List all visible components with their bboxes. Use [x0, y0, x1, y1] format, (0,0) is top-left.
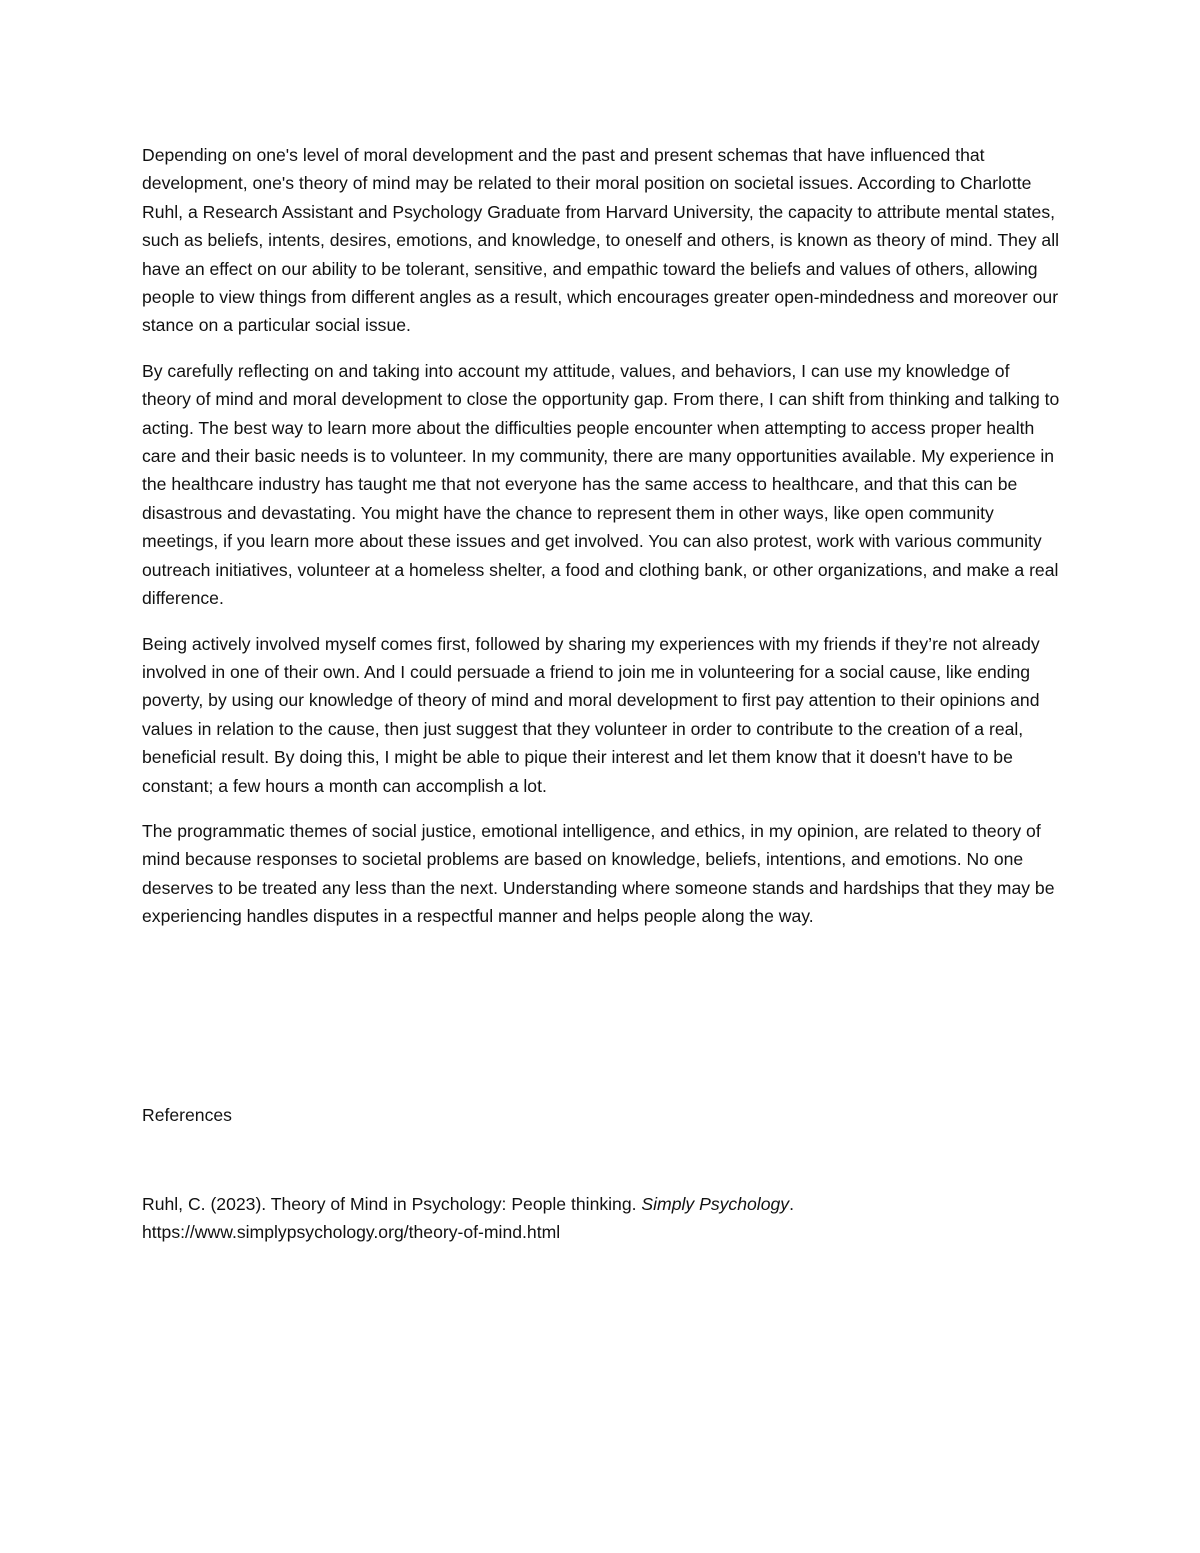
reference-journal: Simply Psychology	[641, 1194, 790, 1214]
reference-citation: Ruhl, C. (2023). Theory of Mind in Psychology: People thinking.	[142, 1194, 642, 1214]
paragraph-4: The programmatic themes of social justice, emotional intelligence, and ethics, in my opinion, are related to theory of mind because responses to societal problems are based on knowledge, beliefs, intentions, and emotions. No one deserves to be treated any less than the next. Understanding where someone stands and hardships that they may be experiencing handles disputes in a respectful manner and helps people along the way.	[142, 820, 1055, 927]
paragraph-1: Depending on one's level of moral development and the past and present schemas that have influenced that development, one's theory of mind may be related to their moral position on societal issues. According to Charlotte Ruhl, a Research Assistant and Psychology Graduate from Harvard University, the capacity to attribute mental states, such as beliefs, intents, desires, emotions, and knowledge, to oneself and others, is known as theory of mind. They all have an effect on our ability to be tolerant, sensitive, and empathic toward the beliefs and values of others, allowing people to view things from different angles as a result, which encourages greater open-mindedness and moreover our stance on a particular social issue.	[142, 145, 1060, 336]
reference-period: .	[789, 1194, 794, 1214]
reference-entry	[142, 1190, 1062, 1247]
document-body	[142, 141, 1062, 948]
paragraph-3: Being actively involved myself comes first, followed by sharing my experiences with my friends if they’re not already involved in one of their own. And I could persuade a friend to join me in volunteering for a social cause, like ending poverty, by using our knowledge of theory of mind and moral development to first pay attention to their opinions and values in relation to the cause, then just suggest that they volunteer in order to contribute to the creation of a real, beneficial result. By doing this, I might be able to pique their interest and let them know that it doesn't have to be constant; a few hours a month can accomplish a lot.	[142, 633, 1040, 796]
references-heading: References	[142, 1105, 232, 1125]
paragraph-2: By carefully reflecting on and taking into account my attitude, values, and behaviors, I can use my knowledge of theory of mind and moral development to close the opportunity gap. From there, I can shift from thinking and talking to acting. The best way to learn more about the difficulties people encounter when attempting to access proper health care and their basic needs is to volunteer. In my community, there are many opportunities available. My experience in the healthcare industry has taught me that not everyone has the same access to healthcare, and that this can be disastrous and devastating. You might have the chance to represent them in other ways, like open community meetings, if you learn more about these issues and get involved. You can also protest, work with various community outreach initiatives, volunteer at a homeless shelter, a food and clothing bank, or other organizations, and make a real difference.	[142, 360, 1060, 609]
reference-url: https://www.simplypsychology.org/theory-of-mind.html	[142, 1222, 561, 1243]
